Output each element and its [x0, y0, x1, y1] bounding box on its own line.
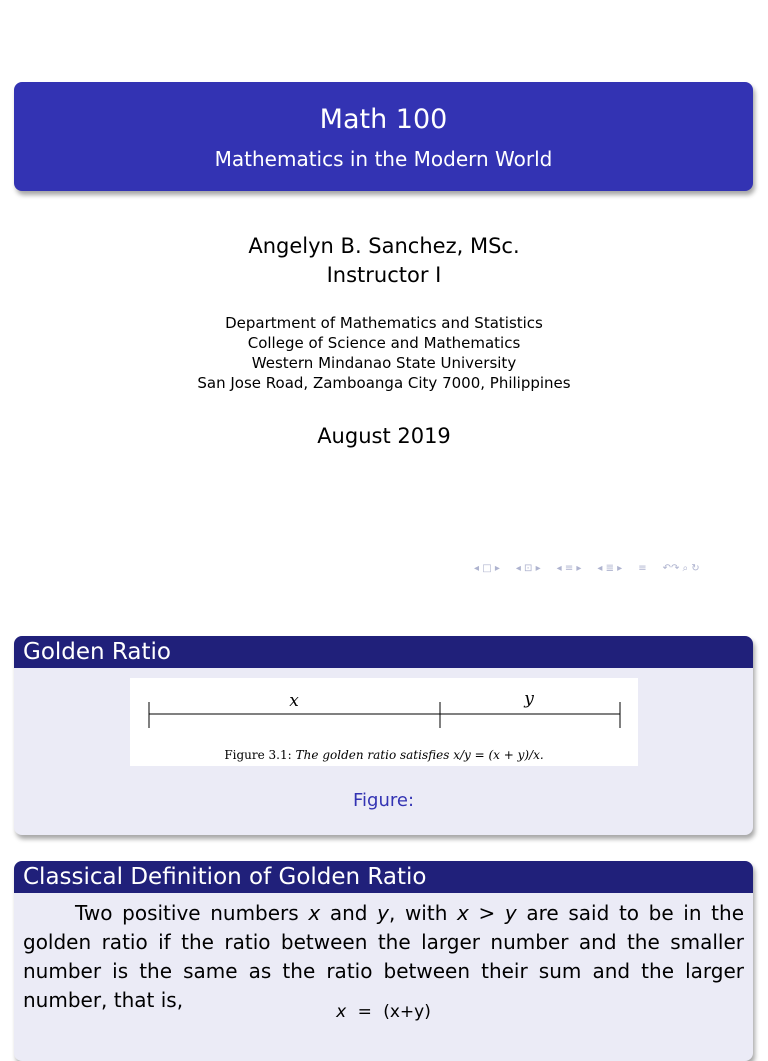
presentation-title: Math 100 [319, 104, 448, 135]
author-name: Angelyn B. Sanchez, MSc. [248, 234, 520, 258]
presentation-subtitle: Mathematics in the Modern World [214, 147, 553, 171]
golden-ratio-figure [130, 678, 638, 766]
segment-y-label: y [524, 689, 534, 709]
caption-text: The golden ratio satisfies x/y = (x + y)/x. [295, 748, 544, 762]
nav-subsection-icon[interactable]: ◂ ⊡ ▸ [515, 562, 541, 574]
affiliation-line: Department of Mathematics and Statistics [225, 314, 543, 332]
presentation-date: August 2019 [317, 424, 451, 448]
beamer-navigation-bar [474, 561, 764, 575]
title-box [14, 82, 753, 191]
classical-definition-block [14, 861, 753, 1061]
golden-ratio-equation [14, 1002, 753, 1022]
nav-section-icon[interactable]: ◂ ≡ ▸ [556, 562, 582, 574]
equation-relation: = [357, 1002, 372, 1022]
nav-search-icon[interactable]: ↶↷ ⌕ ↻ [662, 562, 700, 574]
caption-prefix: Figure 3.1: [224, 748, 292, 762]
affiliation-block [0, 313, 768, 393]
definition-text: Two positive numbers x and y, with x > y are said to be in the golden ratio if the ratio between the larger number and the smaller number is the same as the ratio between their sum and the larger number, that is, [23, 901, 744, 1012]
block-title: Golden Ratio [14, 636, 753, 668]
segment-x-label: x [289, 691, 299, 711]
affiliation-line: College of Science and Mathematics [247, 334, 521, 352]
affiliation-line: San Jose Road, Zamboanga City 7000, Philippines [197, 374, 571, 392]
nav-appendix-icon[interactable]: ≡ [638, 562, 647, 574]
figure-label: Figure: [352, 790, 415, 811]
segment-diagram [130, 678, 638, 766]
affiliation-line: Western Mindanao State University [251, 354, 517, 372]
author-block [0, 232, 768, 290]
block-title: Classical Definition of Golden Ratio [14, 861, 753, 893]
author-position: Instructor I [326, 263, 442, 287]
equation-lhs: x [336, 1002, 347, 1022]
figure-caption [224, 748, 543, 762]
golden-ratio-block [14, 636, 753, 835]
nav-frame-icon[interactable]: ◂ □ ▸ [474, 562, 500, 574]
nav-document-icon[interactable]: ◂ ≣ ▸ [597, 562, 623, 574]
equation-rhs: (x+y) [383, 1002, 431, 1022]
